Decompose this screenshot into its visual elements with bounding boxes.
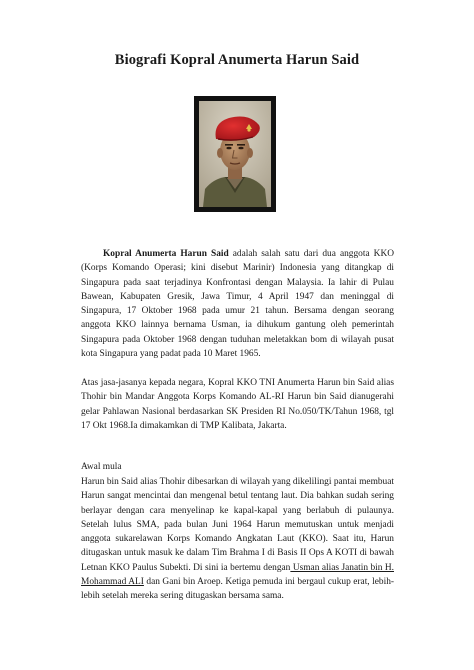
usman-link[interactable]: Usman alias Janatin bin H. Mohammad ALI [81,562,394,588]
honors-paragraph: Atas jasa-jasanya kepada negara, Kopral KKO TNI Anumerta Harun bin Said alias Thohir bin Mandar Anggota Korps Komando AL-RI Harun bin Said dianugerahi gelar Pahlawan Nasional berdasarkan SK Presiden RI No.050/TK/Tahun 1968, tgl 17 Okt 1968.Ia dimakamkan di TMP Kalibata, Jakarta. [81,378,394,431]
intro-bold-name: Kopral Anumerta Harun Said [103,249,229,259]
early-life-paragraph [81,475,394,604]
section-heading-awal-mula: Awal mula [81,462,122,472]
intro-paragraph [81,247,394,361]
document-title: Biografi Kopral Anumerta Harun Said [114,52,360,68]
early-life-text-before: Harun bin Said alias Thohir dibesarkan di wilayah yang dikelilingi pantai membuat Harun sangat mencintai dan mengenal betul tentang laut. Dia bahkan sudah sering berlayar dengan cara menyelinap ke kapal-kapal yang berlabuh di pulaunya. Setelah lulus SMA, pada bulan Juni 1964 Harun memutuskan untuk menjadi anggota sukarelawan Korps Komando Angkatan Laut (KKO). Saat itu, Harun ditugaskan untuk masuk ke dalam Tim Brahma I di Basis II Ops A KOTI di bawah Letnan KKO Paulus Subekti. Di sini ia bertemu dengan [81,477,394,573]
portrait-image [199,101,271,207]
portrait-photo [194,96,276,212]
early-life-text-after: dan Gani bin Aroep. Ketiga pemuda ini bergaul cukup erat, lebih-lebih setelah mereka sering ditugaskan bersama sama. [81,577,395,602]
intro-paragraph-text: adalah salah satu dari dua anggota KKO (Korps Komando Operasi; kini disebut Marinir) Indonesia yang ditangkap di Singapura pada saat terjadinya Konfrontasi dengan Malaysia. Ia lahir di Pulau Bawean, Kabupaten Gresik, Jawa Timur, 4 April 1947 dan meninggal di Singapura, 17 Oktober 1968 pada umur 21 tahun. Bersama dengan seorang anggota KKO lainnya bernama Usman, ia dihukum gantung oleh pemerintah Singapura pada Oktober 1968 dengan tuduhan meletakkan bom di wilayah pusat kota Singapura yang padat pada 10 Maret 1965. [81,249,394,360]
